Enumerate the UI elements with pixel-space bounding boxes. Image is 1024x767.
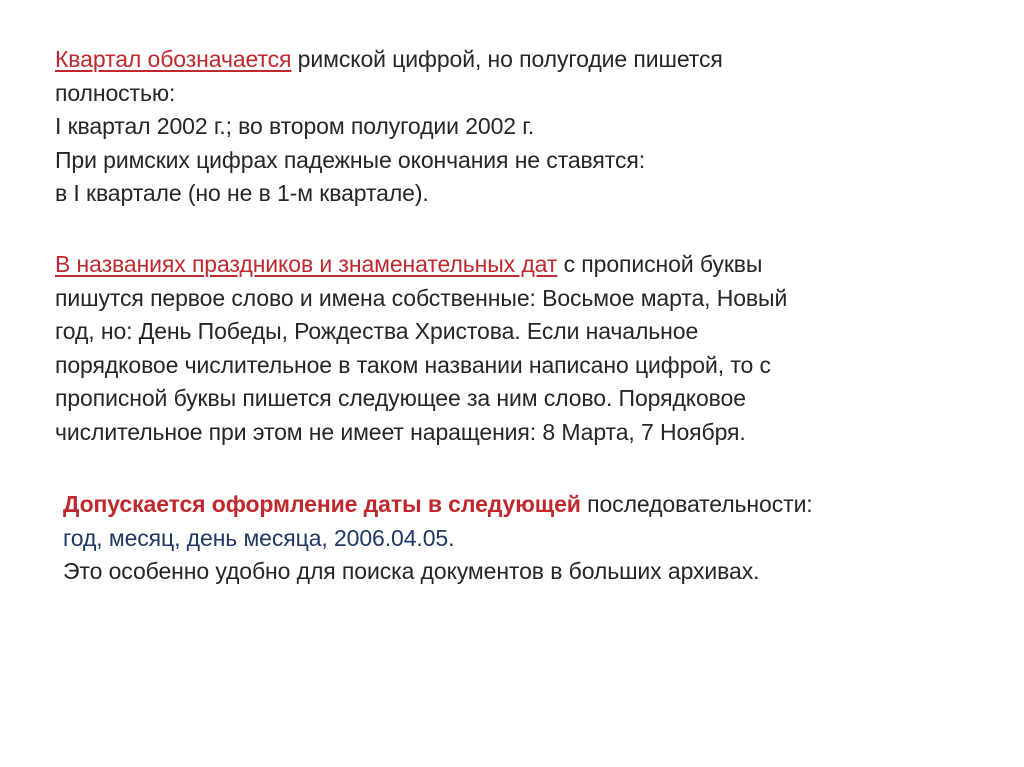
quarter-rule-line-5: в I квартале (но не в 1-м квартале). [55, 180, 429, 206]
quarter-rule-line-1 [55, 43, 955, 77]
holidays-rule-line-6: числительное при этом не имеет наращения: 8 Марта, 7 Ноября. [55, 418, 746, 445]
holidays-rule-line-1 [55, 248, 955, 282]
holidays-rule-line-3: год, но: День Победы, Рождества Христова. Если начальное [55, 318, 699, 344]
quarter-rule-heading: Квартал обозначается [55, 46, 292, 72]
date-format-text: последовательности: [580, 491, 813, 517]
date-format-heading: Допускается оформление даты в следующей [63, 491, 581, 517]
date-format-example: год, месяц, день месяца, 2006.04.05 [63, 524, 449, 551]
quarter-rule-paragraph [55, 43, 955, 211]
holidays-rule-text: с прописной буквы [557, 251, 763, 277]
date-format-line-3: Это особенно удобно для поиска документов в больших архивах. [63, 558, 760, 584]
holidays-rule-line-4: порядковое числительное в таком названии написано цифрой, то с [55, 351, 771, 378]
date-format-period: . [448, 524, 455, 551]
quarter-rule-line-4: При римских цифрах падежные окончания не ставятся: [55, 146, 645, 173]
holidays-rule-line-5: прописной буквы пишется следующее за ним слово. Порядковое [55, 385, 746, 411]
holidays-rule-heading: В названиях праздников и знаменательных дат [55, 251, 558, 277]
holidays-rule-paragraph [55, 248, 955, 449]
holidays-rule-line-2: пишутся первое слово и имена собственные: Восьмое марта, Новый [55, 284, 788, 311]
date-format-paragraph [63, 488, 963, 589]
quarter-rule-line-2: полностью: [55, 79, 176, 106]
quarter-rule-line-3: I квартал 2002 г.; во втором полугодии 2002 г. [55, 113, 535, 139]
date-format-line-1 [63, 488, 963, 522]
date-format-line-2 [63, 522, 963, 556]
quarter-rule-text: римской цифрой, но полугодие пишется [291, 46, 723, 72]
